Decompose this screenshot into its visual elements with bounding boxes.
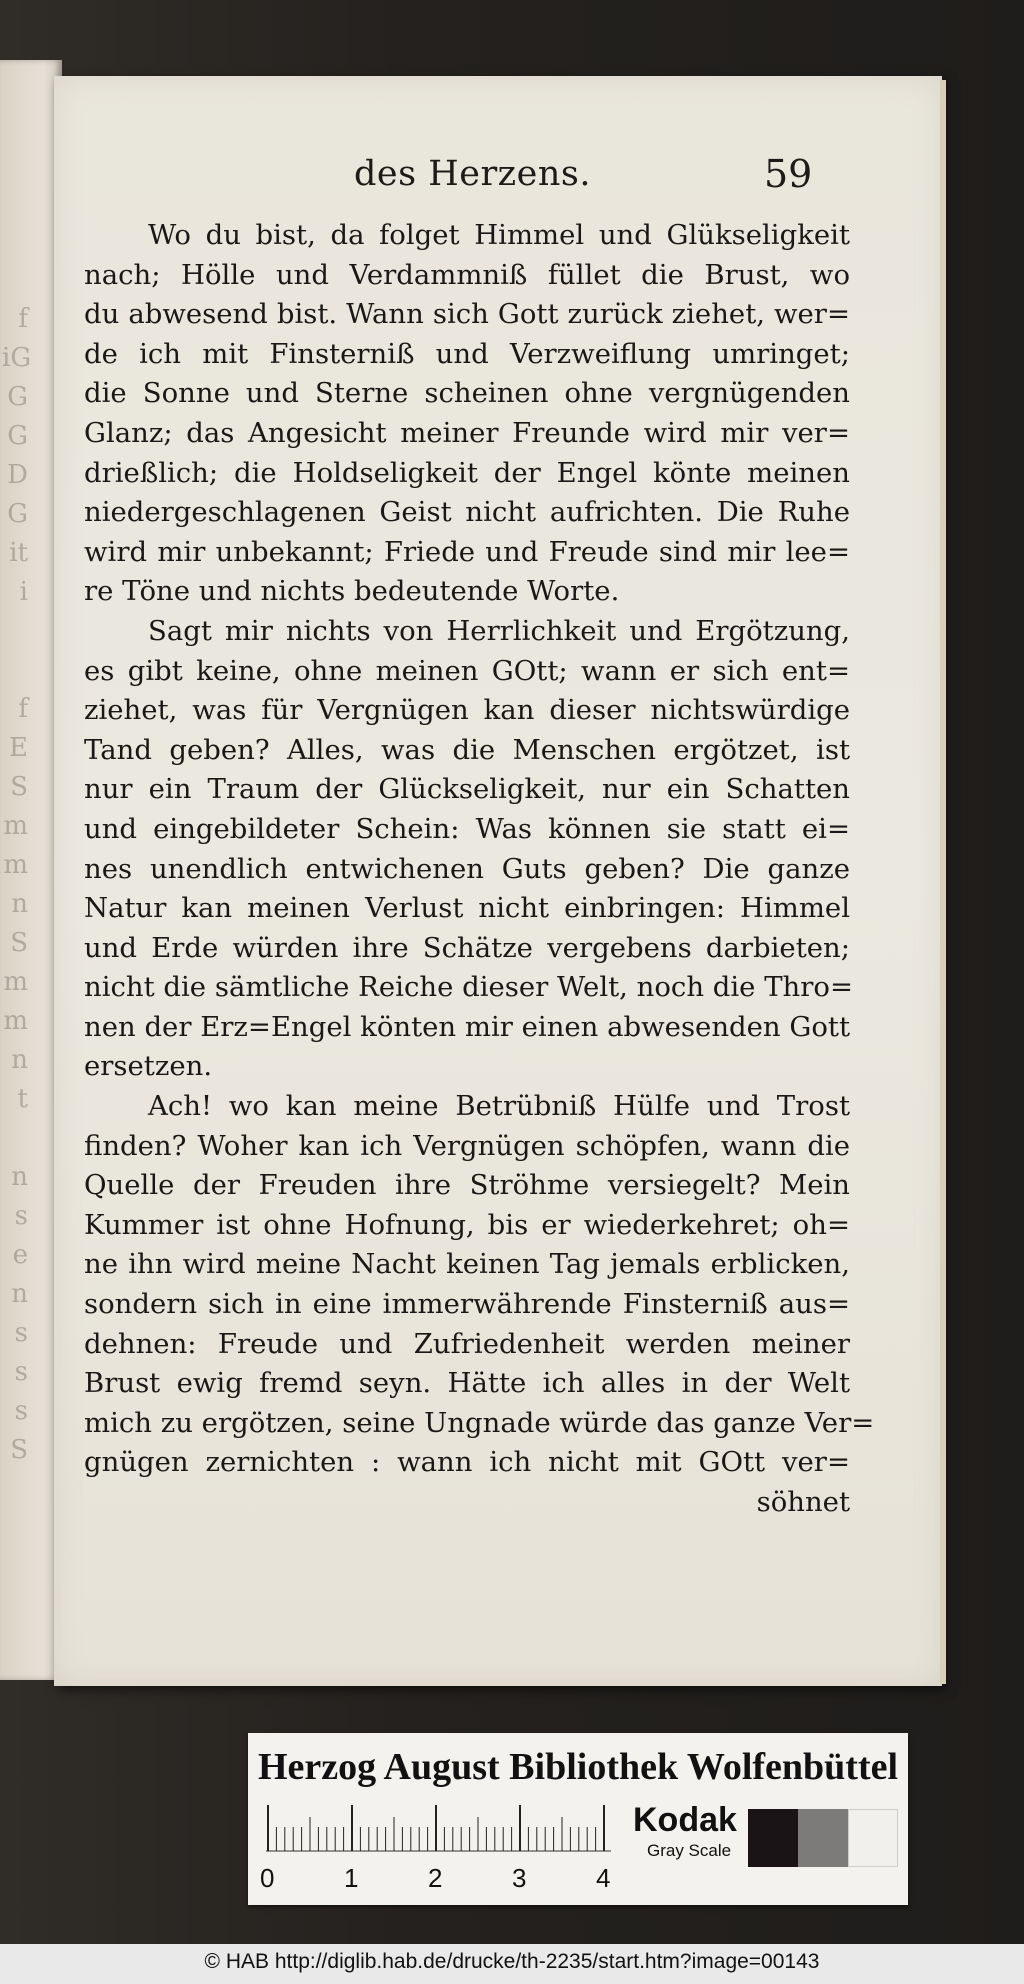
text-line: re Töne und nichts bedeutende Worte. <box>84 575 620 608</box>
text-line: Kummer ist ohne Hofnung, bis er wiederkehret; oh= <box>84 1208 850 1241</box>
text-line: mich zu ergötzen, seine Ungnade würde das ganze Ver= <box>84 1406 875 1439</box>
previous-page-bleed-through: f iG G G D G it i f E S m m n S m m n t n s e n s s s S <box>2 304 32 1465</box>
ruler-number: 0 <box>260 1863 275 1893</box>
ruler-number: 3 <box>512 1863 527 1893</box>
text-line: drießlich; die Holdseligkeit der Engel könte meinen <box>84 456 850 489</box>
kodak-brand: Kodak <box>633 1801 737 1839</box>
text-line: Glanz; das Angesicht meiner Freunde wird mir ver= <box>84 416 850 449</box>
ruler-number: 1 <box>344 1863 359 1893</box>
page-fore-edge <box>940 80 946 1684</box>
footer-bar <box>0 1944 1024 1984</box>
copyright-footer: © HAB http://diglib.hab.de/drucke/th-2235/start.htm?image=00143 <box>204 1950 820 1973</box>
text-line: nes unendlich entwichenen Guts geben? Die ganze <box>84 852 850 885</box>
ruler-number: 2 <box>428 1863 443 1893</box>
kodak-gray-scale-label: Gray Scale <box>647 1841 732 1860</box>
gray-swatch <box>848 1809 898 1867</box>
text-line: die Sonne und Sterne scheinen ohne vergnügenden <box>84 377 850 410</box>
text-line: ersetzen. <box>84 1050 213 1083</box>
color-target-card <box>248 1733 908 1905</box>
text-line: ziehet, was für Vergnügen kan dieser nichtswürdige <box>84 694 850 727</box>
ruler-numbers <box>260 1863 660 1899</box>
text-line: Quelle der Freuden ihre Ströhme versiegelt? Mein <box>84 1169 850 1202</box>
text-line: und eingebildeter Schein: Was können sie statt ei= <box>84 812 850 845</box>
library-name: Herzog August Bibliothek Wolfenbüttel <box>257 1746 899 1788</box>
text-line: Natur kan meinen Verlust nicht einbringen: Himmel <box>84 892 850 925</box>
text-line: du abwesend bist. Wann sich Gott zurück ziehet, wer= <box>84 298 850 331</box>
text-line: wird mir unbekannt; Friede und Freude sind mir lee= <box>84 535 850 568</box>
text-line: und Erde würden ihre Schätze vergebens darbieten; <box>84 931 850 964</box>
book-page <box>54 76 942 1686</box>
previous-page-edge <box>0 60 62 1680</box>
text-line: ne ihn wird meine Nacht keinen Tag jemals erblicken, <box>84 1248 850 1281</box>
page-number: 59 <box>764 152 813 196</box>
gray-swatch <box>798 1809 848 1867</box>
gray-swatch <box>748 1809 798 1867</box>
text-line: gnügen zernichten : wann ich nicht mit GOtt ver= <box>84 1446 850 1479</box>
text-line: Sagt mir nichts von Herrlichkeit und Ergötzung, <box>148 614 850 647</box>
body-text <box>84 216 875 1523</box>
text-line: finden? Woher kan ich Vergnügen schöpfen, wann die <box>84 1129 850 1162</box>
running-head: des Herzens. <box>354 154 591 194</box>
text-line: nen der Erz=Engel könten mir einen abwesenden Gott <box>84 1010 850 1043</box>
text-line: de ich mit Finsterniß und Verzweiflung umringet; <box>84 337 850 370</box>
text-line: Ach! wo kan meine Betrübniß Hülfe und Trost <box>148 1090 850 1123</box>
text-line: dehnen: Freude und Zufriedenheit werden meiner <box>84 1327 850 1360</box>
text-line: Tand geben? Alles, was die Menschen ergötzet, ist <box>84 733 850 766</box>
text-line: niedergeschlagenen Geist nicht aufrichten. Die Ruhe <box>84 496 850 529</box>
text-line: nach; Hölle und Verdammniß füllet die Brust, wo <box>84 258 850 291</box>
text-line: nur ein Traum der Glückseligkeit, nur ein Schatten <box>84 773 850 806</box>
text-line: Brust ewig fremd seyn. Hätte ich alles in der Welt <box>84 1367 850 1400</box>
text-line: söhnet <box>756 1486 850 1518</box>
ruler-number: 4 <box>596 1863 611 1893</box>
text-line: sondern sich in eine immerwährende Finsterniß aus= <box>84 1288 850 1321</box>
text-line: Wo du bist, da folget Himmel und Glükseligkeit <box>148 219 850 251</box>
scale-ruler <box>266 1799 646 1859</box>
text-line: nicht die sämtliche Reiche dieser Welt, noch die Thro= <box>84 971 853 1004</box>
text-line: es gibt keine, ohne meinen GOtt; wann er sich ent= <box>84 654 850 687</box>
